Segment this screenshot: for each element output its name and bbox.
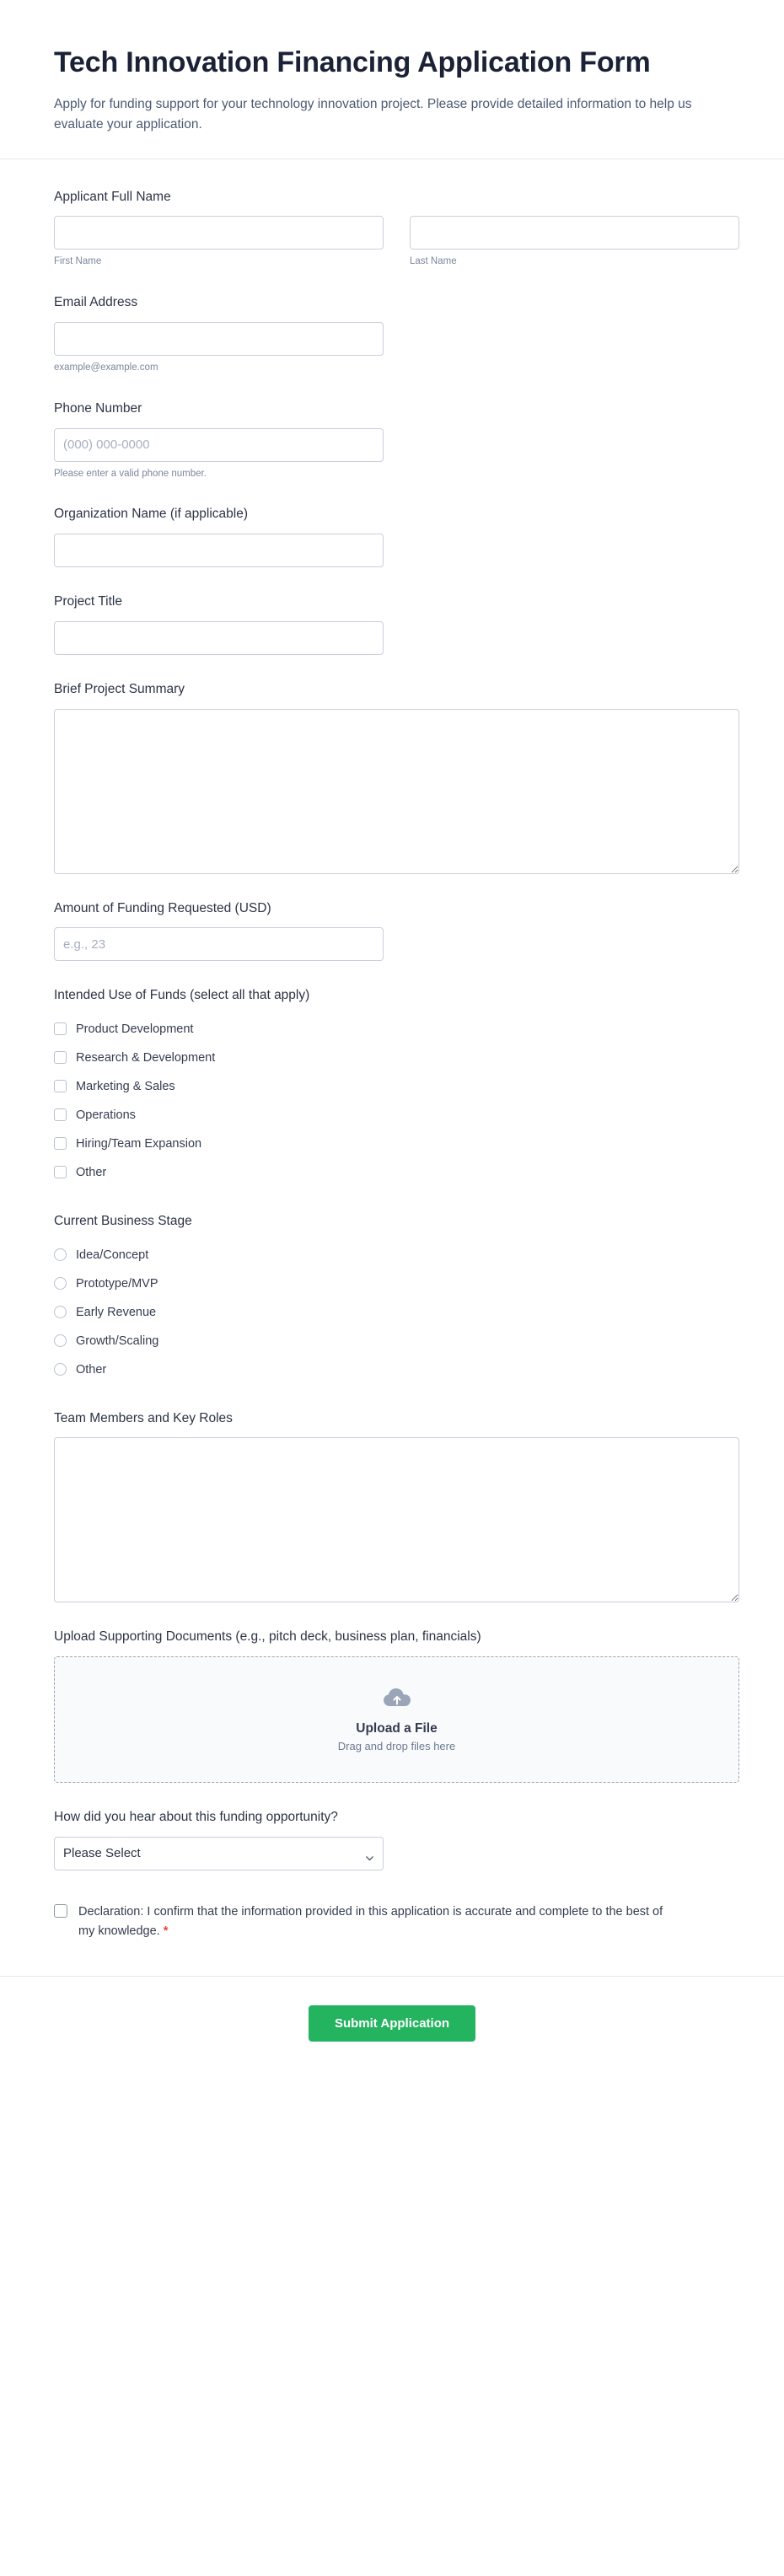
email-sublabel: example@example.com <box>54 362 158 373</box>
team-members-textarea[interactable] <box>54 1437 739 1602</box>
business-stage-radio-group <box>54 1241 730 1384</box>
first-name-input[interactable] <box>54 216 384 250</box>
project-title-input[interactable] <box>54 621 384 655</box>
label-funding-amount: Amount of Funding Requested (USD) <box>54 900 271 915</box>
field-organization <box>54 505 730 567</box>
radio-option[interactable] <box>54 1355 730 1384</box>
checkbox-option[interactable] <box>54 1130 730 1158</box>
form-header <box>0 0 784 158</box>
checkbox-option[interactable] <box>54 1044 730 1072</box>
file-dropzone[interactable] <box>54 1656 739 1783</box>
checkbox-option[interactable] <box>54 1015 730 1044</box>
checkbox-icon[interactable] <box>54 1166 67 1178</box>
project-summary-textarea[interactable] <box>54 709 739 874</box>
form-body <box>0 159 784 1942</box>
page-subtitle: Apply for funding support for your technology innovation project. Please provide detailed information to help us evaluate your application. <box>54 96 692 131</box>
field-funding-amount <box>54 899 730 962</box>
radio-label: Idea/Concept <box>76 1248 149 1262</box>
checkbox-option[interactable] <box>54 1158 730 1187</box>
first-name-sublabel: First Name <box>54 256 102 267</box>
organization-input[interactable] <box>54 534 384 567</box>
field-applicant-name <box>54 188 730 269</box>
page-title: Tech Innovation Financing Application Form <box>54 46 651 78</box>
checkbox-option[interactable] <box>54 1101 730 1130</box>
phone-sublabel: Please enter a valid phone number. <box>54 468 207 479</box>
checkbox-label: Operations <box>76 1108 136 1122</box>
radio-icon[interactable] <box>54 1334 67 1347</box>
form-footer <box>0 1977 784 2085</box>
submit-button[interactable]: Submit Application <box>309 2005 475 2042</box>
label-project-summary: Brief Project Summary <box>54 681 185 696</box>
field-email <box>54 293 730 374</box>
phone-input[interactable] <box>54 428 384 462</box>
radio-option[interactable] <box>54 1327 730 1355</box>
field-upload-documents <box>54 1628 730 1783</box>
referral-select[interactable] <box>54 1837 384 1870</box>
label-phone: Phone Number <box>54 400 142 416</box>
last-name-sublabel: Last Name <box>410 256 457 267</box>
radio-option[interactable] <box>54 1241 730 1269</box>
field-project-summary <box>54 680 730 874</box>
checkbox-icon[interactable] <box>54 1051 67 1064</box>
checkbox-icon[interactable] <box>54 1108 67 1121</box>
checkbox-label: Other <box>76 1165 107 1179</box>
declaration-label <box>78 1902 669 1942</box>
cloud-upload-icon <box>383 1687 411 1713</box>
field-use-of-funds <box>54 986 730 1187</box>
radio-icon[interactable] <box>54 1248 67 1261</box>
field-referral-source <box>54 1808 730 1870</box>
checkbox-icon[interactable] <box>54 1137 67 1150</box>
label-email: Email Address <box>54 295 138 310</box>
declaration-row[interactable] <box>54 1902 730 1942</box>
first-name-col <box>54 216 384 268</box>
checkbox-option[interactable] <box>54 1072 730 1101</box>
dropzone-title: Upload a File <box>356 1720 438 1736</box>
field-project-title <box>54 593 730 655</box>
radio-option[interactable] <box>54 1298 730 1327</box>
radio-option[interactable] <box>54 1269 730 1298</box>
radio-label: Early Revenue <box>76 1305 157 1319</box>
name-input-row <box>54 216 730 268</box>
label-applicant-name: Applicant Full Name <box>54 189 171 204</box>
radio-label: Growth/Scaling <box>76 1334 159 1348</box>
checkbox-label: Product Development <box>76 1022 194 1036</box>
checkbox-label: Research & Development <box>76 1050 216 1065</box>
checkbox-label: Marketing & Sales <box>76 1079 175 1093</box>
checkbox-label: Hiring/Team Expansion <box>76 1136 202 1151</box>
checkbox-icon[interactable] <box>54 1022 67 1035</box>
last-name-input[interactable] <box>410 216 739 250</box>
checkbox-icon[interactable] <box>54 1080 67 1092</box>
field-phone <box>54 400 730 480</box>
field-business-stage <box>54 1212 730 1384</box>
field-team-members <box>54 1409 730 1603</box>
funding-amount-input[interactable] <box>54 927 384 961</box>
radio-icon[interactable] <box>54 1306 67 1318</box>
email-field[interactable] <box>54 322 384 356</box>
use-of-funds-checkbox-group <box>54 1015 730 1187</box>
radio-label: Prototype/MVP <box>76 1276 158 1291</box>
radio-label: Other <box>76 1362 107 1377</box>
radio-icon[interactable] <box>54 1277 67 1290</box>
required-marker: * <box>163 1924 169 1939</box>
declaration-checkbox-icon[interactable] <box>54 1904 67 1918</box>
declaration-text: Declaration: I confirm that the information provided in this application is accurate and complete to the best of my knowledge. <box>78 1904 663 1939</box>
last-name-col <box>410 216 739 268</box>
label-organization: Organization Name (if applicable) <box>54 507 249 522</box>
radio-icon[interactable] <box>54 1363 67 1376</box>
label-business-stage: Current Business Stage <box>54 1213 192 1228</box>
label-use-of-funds: Intended Use of Funds (select all that apply) <box>54 988 310 1003</box>
referral-select-wrapper <box>54 1837 384 1870</box>
label-team-members: Team Members and Key Roles <box>54 1410 233 1425</box>
label-upload-documents: Upload Supporting Documents (e.g., pitch deck, business plan, financials) <box>54 1629 481 1645</box>
dropzone-subtitle: Drag and drop files here <box>337 1739 456 1752</box>
label-project-title: Project Title <box>54 594 122 609</box>
label-referral-source: How did you hear about this funding opportunity? <box>54 1809 338 1824</box>
